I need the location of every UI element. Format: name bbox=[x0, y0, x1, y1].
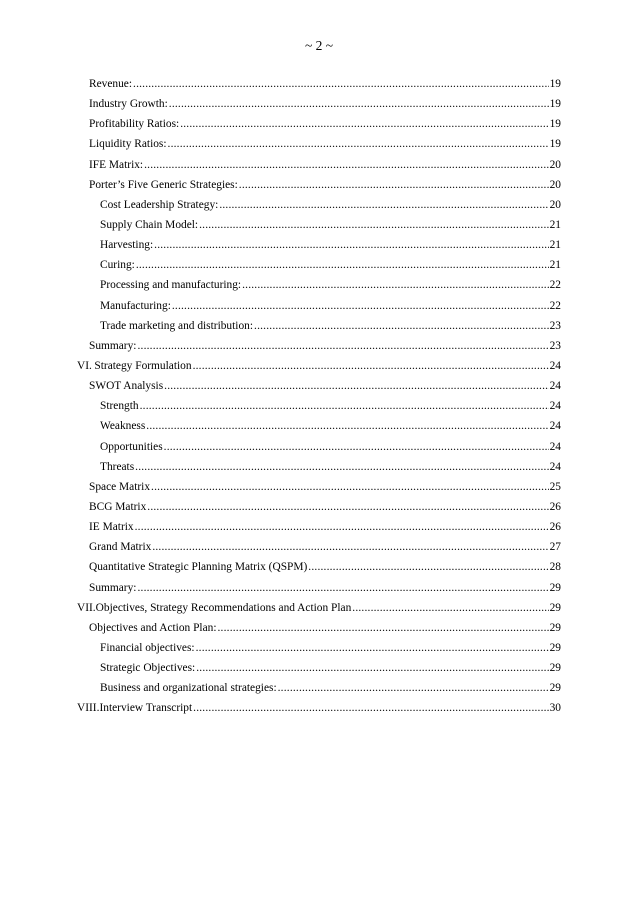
toc-entry[interactable] bbox=[0, 296, 638, 316]
toc-dot-leader bbox=[193, 698, 548, 718]
toc-entry[interactable] bbox=[0, 658, 638, 678]
toc-dot-leader bbox=[137, 336, 548, 356]
toc-dot-leader bbox=[196, 638, 549, 658]
toc-entry-title: Curing: bbox=[100, 259, 135, 272]
toc-entry-title: Weakness bbox=[100, 420, 146, 433]
toc-entry[interactable] bbox=[0, 497, 638, 517]
toc-entry[interactable] bbox=[0, 275, 638, 295]
toc-entry[interactable] bbox=[0, 114, 638, 134]
toc-entry[interactable] bbox=[0, 457, 638, 477]
toc-entry-title: Objectives, Strategy Recommendations and Action Plan bbox=[95, 601, 352, 614]
toc-entry-page: 29 bbox=[549, 581, 561, 594]
toc-entry-title: Space Matrix bbox=[89, 480, 151, 493]
toc-entry[interactable] bbox=[0, 336, 638, 356]
toc-dot-leader bbox=[218, 618, 549, 638]
toc-entry-page: 24 bbox=[549, 440, 561, 453]
toc-entry-title: Summary: bbox=[89, 581, 137, 594]
toc-entry-title: Processing and manufacturing: bbox=[100, 279, 242, 292]
toc-entry-page: 20 bbox=[549, 158, 561, 171]
toc-entry-page: 27 bbox=[549, 541, 561, 554]
toc-entry-page: 21 bbox=[549, 218, 561, 231]
toc-dot-leader bbox=[180, 114, 548, 134]
toc-entry-page: 26 bbox=[549, 500, 561, 513]
toc-entry-page: 28 bbox=[549, 561, 561, 574]
toc-entry-title: Porter’s Five Generic Strategies: bbox=[89, 178, 238, 191]
toc-entry-title: Objectives and Action Plan: bbox=[89, 621, 217, 634]
toc-entry-title: Trade marketing and distribution: bbox=[100, 319, 254, 332]
toc-entry-page: 25 bbox=[549, 480, 561, 493]
toc-entry-page: 23 bbox=[549, 339, 561, 352]
toc-entry-page: 24 bbox=[549, 400, 561, 413]
toc-dot-leader bbox=[152, 537, 548, 557]
toc-dot-leader bbox=[172, 296, 549, 316]
toc-entry[interactable] bbox=[0, 537, 638, 557]
toc-entry-title: Strategic Objectives: bbox=[100, 662, 196, 675]
toc-section-entry[interactable] bbox=[0, 598, 638, 618]
toc-entry-number: VIII. bbox=[77, 702, 100, 715]
toc-entry-page: 19 bbox=[549, 118, 561, 131]
toc-entry-page: 29 bbox=[549, 682, 561, 695]
toc-entry[interactable] bbox=[0, 195, 638, 215]
toc-dot-leader bbox=[146, 416, 548, 436]
toc-dot-leader bbox=[144, 155, 549, 175]
toc-dot-leader bbox=[147, 497, 548, 517]
toc-entry-page: 19 bbox=[549, 78, 561, 90]
toc-entry-title: Strength bbox=[100, 400, 139, 413]
page-number: ~ 2 ~ bbox=[304, 38, 334, 53]
toc-entry-title: BCG Matrix bbox=[89, 500, 147, 513]
toc-entry[interactable] bbox=[0, 74, 638, 94]
toc-entry-title: IFE Matrix: bbox=[89, 158, 144, 171]
toc-entry-title: Supply Chain Model: bbox=[100, 218, 199, 231]
toc-dot-leader bbox=[278, 678, 549, 698]
toc-entry-title: Liquidity Ratios: bbox=[89, 138, 167, 151]
toc-dot-leader bbox=[193, 356, 549, 376]
toc-entry-page: 26 bbox=[549, 521, 561, 534]
toc-dot-leader bbox=[164, 437, 549, 457]
toc-entry-title: SWOT Analysis bbox=[89, 380, 164, 393]
toc-entry-title: Summary: bbox=[89, 339, 137, 352]
toc-entry[interactable] bbox=[0, 396, 638, 416]
toc-dot-leader bbox=[169, 94, 549, 114]
toc-entry[interactable] bbox=[0, 578, 638, 598]
toc-dot-leader bbox=[133, 74, 549, 94]
toc-entry[interactable] bbox=[0, 477, 638, 497]
toc-entry-number: VII. bbox=[77, 601, 96, 614]
toc-entry[interactable] bbox=[0, 678, 638, 698]
toc-entry[interactable] bbox=[0, 316, 638, 336]
toc-entry[interactable] bbox=[0, 376, 638, 396]
toc-entry[interactable] bbox=[0, 618, 638, 638]
toc-dot-leader bbox=[239, 175, 549, 195]
toc-entry-title: IE Matrix bbox=[89, 521, 134, 534]
toc-entry-title: Interview Transcript bbox=[99, 702, 193, 715]
toc-entry[interactable] bbox=[0, 255, 638, 275]
toc-entry-title: Industry Growth: bbox=[89, 98, 168, 111]
toc-dot-leader bbox=[135, 517, 549, 537]
toc-entry-page: 24 bbox=[549, 460, 561, 473]
toc-entry-number: VI. bbox=[77, 359, 92, 372]
toc-entry-page: 29 bbox=[549, 641, 561, 654]
toc-dot-leader bbox=[135, 457, 548, 477]
toc-entry-page: 24 bbox=[549, 359, 561, 372]
toc-entry-title: Profitability Ratios: bbox=[89, 118, 180, 131]
toc-entry-page: 21 bbox=[549, 239, 561, 252]
toc-entry[interactable] bbox=[0, 437, 638, 457]
toc-entry-page: 29 bbox=[549, 621, 561, 634]
toc-dot-leader bbox=[352, 598, 548, 618]
table-of-contents bbox=[0, 74, 638, 719]
toc-entry-title: Revenue: bbox=[89, 78, 133, 90]
toc-entry-page: 19 bbox=[549, 138, 561, 151]
toc-dot-leader bbox=[242, 275, 549, 295]
toc-entry-page: 24 bbox=[549, 420, 561, 433]
toc-dot-leader bbox=[196, 658, 548, 678]
toc-dot-leader bbox=[137, 578, 548, 598]
toc-dot-leader bbox=[308, 557, 548, 577]
toc-dot-leader bbox=[254, 316, 549, 336]
toc-entry-title: Threats bbox=[100, 460, 135, 473]
toc-entry-title: Manufacturing: bbox=[100, 299, 171, 312]
toc-entry-title: Business and organizational strategies: bbox=[100, 682, 277, 695]
toc-entry[interactable] bbox=[0, 155, 638, 175]
toc-entry[interactable] bbox=[0, 235, 638, 255]
toc-section-entry[interactable] bbox=[0, 356, 638, 376]
toc-dot-leader bbox=[164, 376, 548, 396]
toc-entry[interactable] bbox=[0, 215, 638, 235]
toc-entry[interactable] bbox=[0, 638, 638, 658]
toc-entry-title: Quantitative Strategic Planning Matrix (QSPM) bbox=[89, 561, 308, 574]
toc-entry[interactable] bbox=[0, 517, 638, 537]
toc-dot-leader bbox=[219, 195, 548, 215]
toc-entry-title: Opportunities bbox=[100, 440, 163, 453]
toc-entry-page: 22 bbox=[549, 299, 561, 312]
toc-entry[interactable] bbox=[0, 175, 638, 195]
toc-dot-leader bbox=[168, 134, 549, 154]
toc-entry-page: 22 bbox=[549, 279, 561, 292]
toc-entry-title: Grand Matrix bbox=[89, 541, 152, 554]
toc-dot-leader bbox=[136, 255, 549, 275]
toc-entry[interactable] bbox=[0, 134, 638, 154]
toc-dot-leader bbox=[151, 477, 549, 497]
toc-entry-page: 29 bbox=[549, 662, 561, 675]
toc-entry-title: Strategy Formulation bbox=[94, 359, 192, 372]
toc-dot-leader bbox=[140, 396, 549, 416]
toc-entry-title: Harvesting: bbox=[100, 239, 154, 252]
toc-entry[interactable] bbox=[0, 416, 638, 436]
toc-entry-page: 24 bbox=[549, 380, 561, 393]
toc-entry-title: Financial objectives: bbox=[100, 641, 195, 654]
toc-entry-page: 23 bbox=[549, 319, 561, 332]
toc-entry-page: 20 bbox=[549, 178, 561, 191]
toc-entry-page: 20 bbox=[549, 198, 561, 211]
toc-entry-page: 19 bbox=[549, 98, 561, 111]
toc-entry[interactable] bbox=[0, 557, 638, 577]
toc-dot-leader bbox=[199, 215, 549, 235]
toc-entry[interactable] bbox=[0, 94, 638, 114]
toc-entry-page: 30 bbox=[549, 702, 561, 715]
toc-entry-title: Cost Leadership Strategy: bbox=[100, 198, 219, 211]
toc-dot-leader bbox=[154, 235, 548, 255]
toc-entry-page: 29 bbox=[549, 601, 561, 614]
toc-entry-page: 21 bbox=[549, 259, 561, 272]
toc-section-entry[interactable] bbox=[0, 698, 638, 718]
